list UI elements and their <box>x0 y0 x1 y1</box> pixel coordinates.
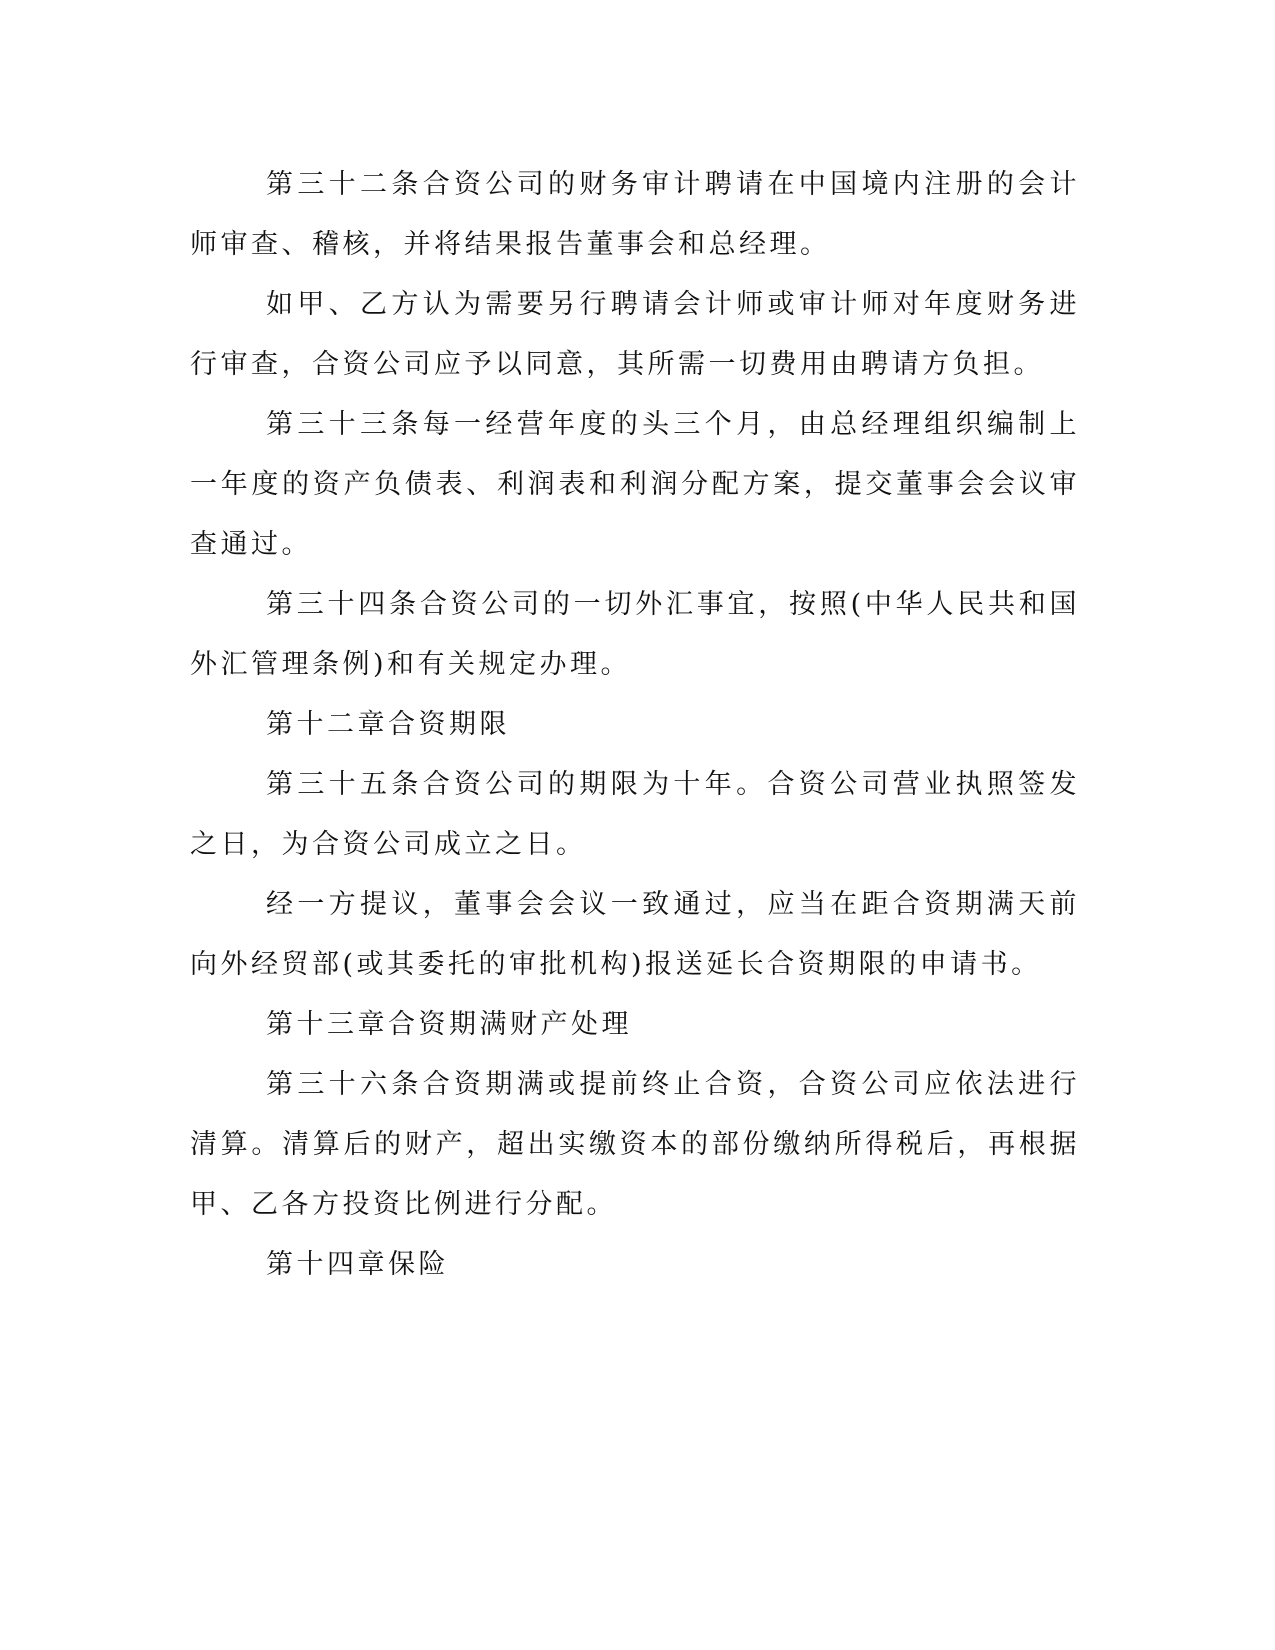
term-extension-paragraph: 经一方提议，董事会会议一致通过，应当在距合资期满天前向外经贸部(或其委托的审批机构)报送延长合资期限的申请书。 <box>190 889 1080 980</box>
audit-consent-paragraph: 如甲、乙方认为需要另行聘请会计师或审计师对年度财务进行审查，合资公司应予以同意，其所需一切费用由聘请方负担。 <box>190 289 1080 380</box>
chapter-12-heading: 第十二章合资期限 <box>266 709 510 740</box>
document-body <box>190 155 1080 1295</box>
chapter-14-heading: 第十四章保险 <box>266 1249 449 1280</box>
article-36-paragraph: 第三十六条合资期满或提前终止合资，合资公司应依法进行清算。清算后的财产，超出实缴资本的部份缴纳所得税后，再根据甲、乙各方投资比例进行分配。 <box>190 1069 1080 1220</box>
chapter-13-heading: 第十三章合资期满财产处理 <box>266 1009 632 1040</box>
article-32-paragraph: 第三十二条合资公司的财务审计聘请在中国境内注册的会计师审查、稽核，并将结果报告董事会和总经理。 <box>190 169 1080 260</box>
article-33-paragraph: 第三十三条每一经营年度的头三个月，由总经理组织编制上一年度的资产负债表、利润表和利润分配方案，提交董事会会议审查通过。 <box>190 409 1080 560</box>
article-34-paragraph: 第三十四条合资公司的一切外汇事宜，按照(中华人民共和国外汇管理条例)和有关规定办理。 <box>190 589 1080 680</box>
article-35-paragraph: 第三十五条合资公司的期限为十年。合资公司营业执照签发之日，为合资公司成立之日。 <box>190 769 1080 860</box>
